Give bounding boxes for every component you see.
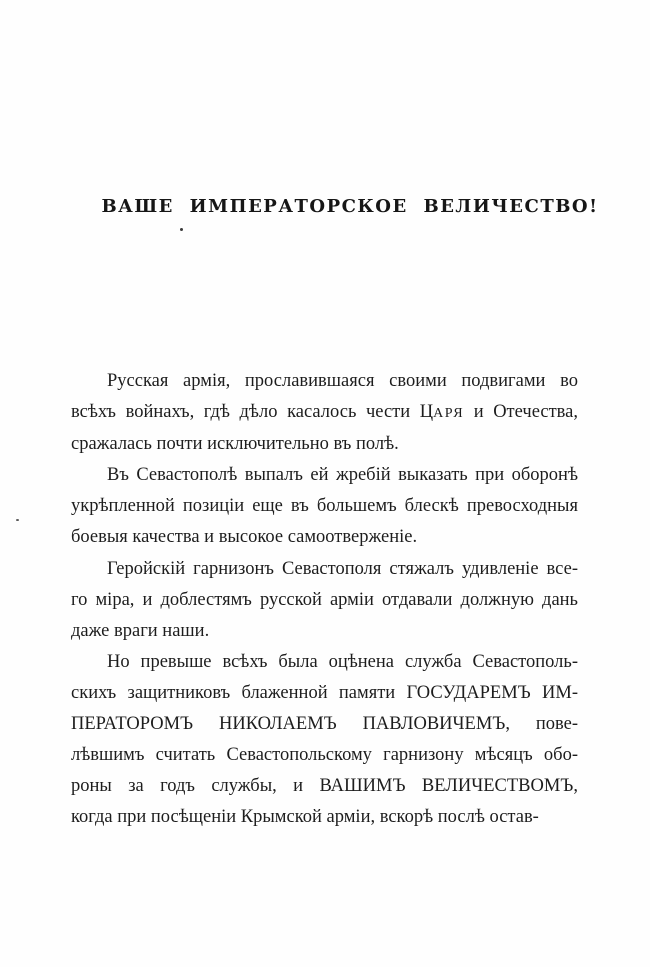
text-run: укрѣпленной позиціи еще въ большемъ блескѣ превосходныя — [71, 496, 578, 517]
text-run: го міра, и доблестямъ русской арміи отдавали должную дань — [71, 589, 578, 610]
small-caps-run: АРЯ — [433, 405, 465, 422]
text-run: Ц — [419, 402, 434, 423]
ink-speck-below-title — [180, 228, 183, 231]
text-run: сражалась почти исключительно въ полѣ. — [71, 434, 399, 455]
text-run: всѣхъ войнахъ, гдѣ дѣло касалось чести — [71, 402, 420, 423]
text-run: даже враги наши. — [71, 620, 210, 641]
text-line — [71, 771, 578, 802]
text-run: роны за годъ службы, и ВАШИМЪ ВЕЛИЧЕСТВОМЪ, — [71, 776, 578, 797]
page-title: ВАШЕ ИМПЕРАТОРСКОЕ ВЕЛИЧЕСТВО! — [101, 196, 599, 217]
text-line — [71, 460, 578, 491]
text-line — [71, 709, 578, 740]
text-line — [71, 522, 578, 553]
body-text — [71, 366, 578, 833]
text-line — [71, 429, 578, 460]
text-line — [71, 647, 578, 678]
text-run: Но превыше всѣхъ была оцѣнена служба Севастополь- — [107, 651, 578, 672]
text-run: Геройскій гарнизонъ Севастополя стяжалъ удивленіе все- — [107, 558, 578, 579]
text-run: когда при посѣщеніи Крымской арміи, вскорѣ послѣ остав- — [71, 807, 539, 828]
text-run: ПЕРАТОРОМЪ НИКОЛАЕМЪ ПАВЛОВИЧЕМЪ, пове- — [71, 714, 578, 735]
text-line — [71, 678, 578, 709]
ink-speck-left-margin — [16, 519, 19, 521]
text-line — [71, 740, 578, 771]
text-line — [71, 616, 578, 647]
text-line — [71, 491, 578, 522]
text-run: скихъ защитниковъ блаженной памяти ГОСУДАРЕМЪ ИМ- — [71, 682, 578, 703]
text-run: и Отечества, — [464, 402, 578, 423]
text-run: Въ Севастополѣ выпалъ ей жребій выказать при оборонѣ — [107, 465, 578, 486]
text-line — [71, 554, 578, 585]
text-line — [71, 366, 578, 397]
text-line — [71, 397, 578, 429]
text-run: лѣвшимъ считать Севастопольскому гарнизону мѣсяцъ обо- — [71, 745, 578, 766]
text-line — [71, 585, 578, 616]
text-run: Русская армія, прославившаяся своими подвигами во — [107, 371, 578, 391]
text-line — [71, 802, 578, 833]
text-run: боевыя качества и высокое самоотверженіе. — [71, 527, 418, 548]
